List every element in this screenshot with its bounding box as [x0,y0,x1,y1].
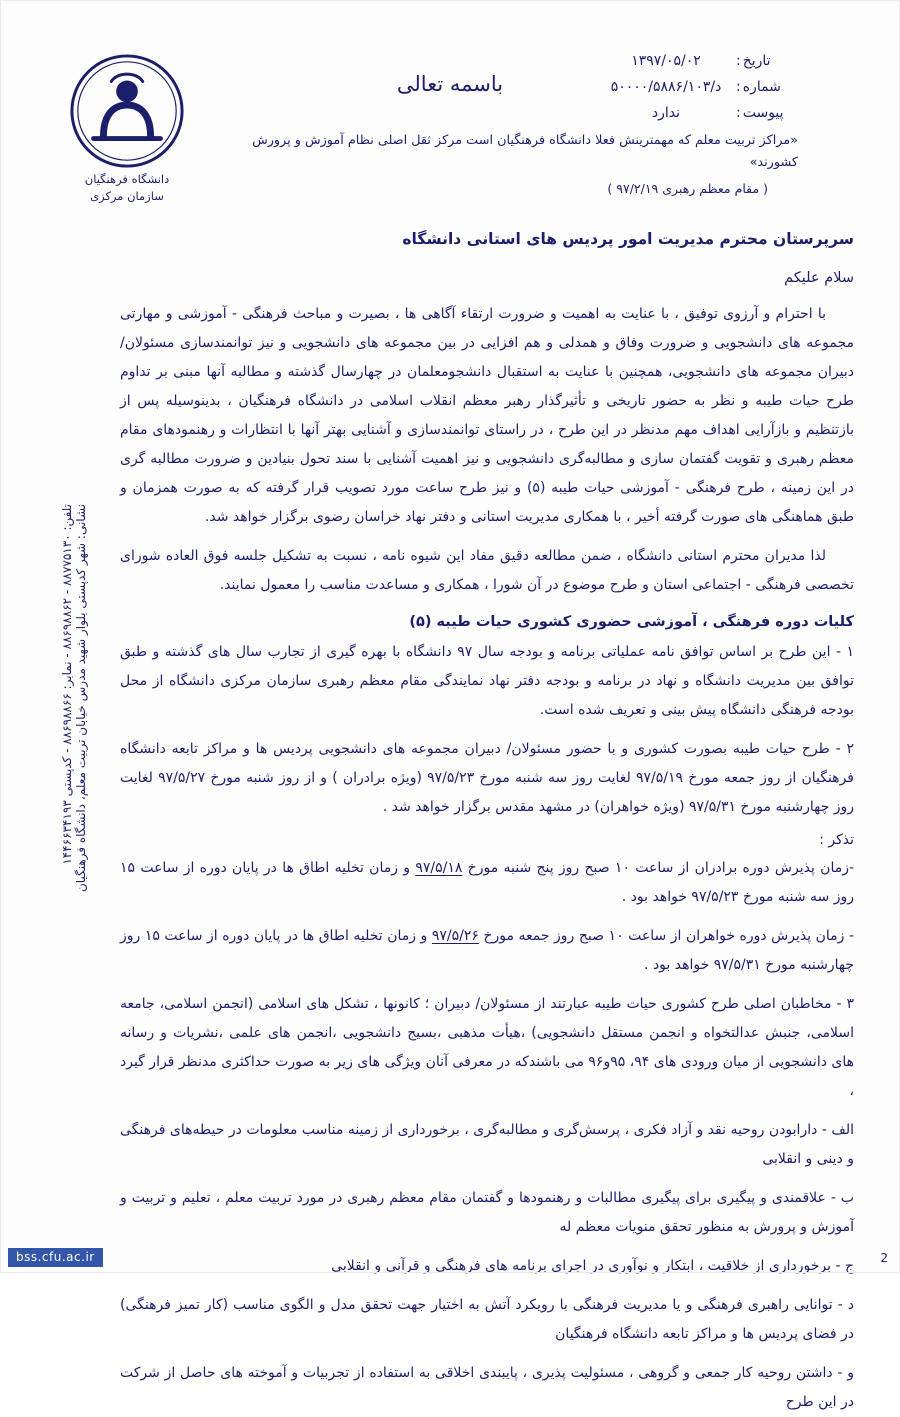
footer-url[interactable]: bss.cfu.ac.ir [8,1248,103,1267]
basmala-text: باسمه تعالی [396,72,504,96]
letter-addressee: سرپرستان محترم مدیریت امور پردیس های استانی دانشگاه [402,230,854,248]
meta-value-attachment: ندارد [651,105,681,121]
university-logo [52,52,202,217]
paragraph-1: با احترام و آرزوی توفیق ، با عنایت به اهمیت و ضرورت ارتقاء آگاهی ها ، بصیرت و مباحث فرهنگی - آموزشی و مهارتی مجموعه های دانشجویی و ضرورت وفاق و همدلی و هم افزایی در بین مجموعه های دانشجویی و نیز توانمندسازی مسئولان/ دبیران مجموعه های دانشجویی، همچنین با عنایت به استقبال دانشجومعلمان در چهارسال گذشته و مطالبه آنها مبنی بر تداوم طرح حیات طیبه و نظر به حضور تاریخی و تأثیرگذار رهبر معظم انقلاب اسلامی در دانشگاه فرهنگیان ، بدینوسیله پس از بازتنظیم و بازآرایی اهداف مهم مدنظر در این طرح ، در راستای توانمندسازی و آشنایی بهتر آنها با انتظارات و رهنمودهای مقام معظم رهبری و تقویت گفتمان سازی و مطالبه‌گری دانشجویی و نیز اهمیت آشنایی با سند تحول بنیادین و ضرورت مطالبه گری در این زمینه ، طرح فرهنگی - آموزشی حیات طیبه (۵) و نیز طرح ساعت مورد تصویب قرار گرفته که به صورت همزمان و طبق هماهنگی های صورت گرفته أخیر ، با همکاری مدیریت استانی و دفتر نهاد خراسان رضوی برگزار خواهد شد. [120,306,854,525]
meta-value-number: د/۵۰۰۰۰/۵۸۸۶/۱۰۳ [610,79,722,95]
meta-value-date: ۱۳۹۷/۰۵/۰۲ [631,53,701,69]
meta-label-attachment: پیوست : [736,100,798,126]
paragraph-2: لذا مدیران محترم استانی دانشگاه ، ضمن مطالعه دقیق مفاد این شیوه نامه ، نسبت به تشکیل جلسه فوق العاده شورای تخصصی فرهنگی - اجتماعی استان و طرح موضوع در آن شورا ، همکاری و مساعدت مناسب را معمول نمایند. [120,548,854,593]
letter-salutation: سلام علیکم [784,270,854,286]
note-1-text-b: و زمان تخلیه اطاق ها در پایان دوره از ساعت ۱۵ روز سه شنبه مورخ ۹۷/۵/۲۳ خواهد بود . [120,860,854,905]
meta-label-number: شماره : [736,74,798,100]
note-label: تذکر : [819,832,854,848]
list-item-3: ۳ - مخاطبان اصلی طرح کشوری حیات طیبه عبارتند از مسئولان/ دبیران ؛ کانونها ، تشکل های اسلامی (انجمن اسلامی، جامعه اسلامی، جنبش عدالتخواه و انجمن مستقل دانشجویی) ،هیأت مذهبی ،بسیج دانشجویی ،انجمن های علمی ،نشریات و رسانه های دانشجویی از میان ورودی های ۹۴، ۹۵و۹۶ می باشندکه در معرفی آنان ویژگی های زیر به صورت حداکثری مدنظر قرار گیرد ، [120,996,855,1099]
leader-quote-text: «مراکز تربیت معلم که مهمترینش فعلا دانشگاه فرهنگیان است مرکز ثقل اصلی نظام آموزش و پرورش کشورند» [252,133,798,170]
page-number: 2 [880,1251,888,1265]
meta-label-date: تاریخ : [736,48,798,74]
note-2-date: ۹۷/۵/۲۶ [431,928,479,944]
note-1-date: ۹۷/۵/۱۸ [415,860,463,876]
letter-body [120,230,855,1410]
note-item-2 [120,922,854,980]
list-item-1: ۱ - این طرح بر اساس توافق نامه عملیاتی برنامه و بودجه سال ۹۷ دانشگاه با بهره گیری از تجارب سال های گذشته و طبق توافق بین مدیریت دانشگاه و نهاد در برنامه و بودجه دفتر نهاد نمایندگی مقام معظم رهبری سازمان مرکزی دانشگاه از محل بودجه فرهنگی دانشگاه پیش بینی و تعریف شده است. [120,644,855,718]
meta-row-attachment [548,100,798,126]
leader-quote [238,130,798,200]
farhangian-logo-icon [68,52,186,170]
side-phone-line: تلفن: ۸۸۷۷۵۱۳۰ - ۸۸۶۹۸۸۶۲ - نمابر: ۸۸۶۹۸۸۶۶ - کدپستی ۱۴۴۶۶۳۴۱۹۳ [60,504,74,865]
note-1-text-a: -زمان پذیرش دوره برادران از ساعت ۱۰ صبح روز پنج شنبه مورخ [467,860,855,876]
list-item-3d: د - توانایی راهبری فرهنگی و یا مدیریت فرهنگی با رویکرد آتش به اختیار جهت تحقق مدل و الگوی مناسب (کار تمیز فرهنگی) در فضای پردیس ها و مراکز تابعه دانشگاه فرهنگیان [120,1297,854,1342]
note-item-1 [120,854,854,912]
logo-caption-line1: دانشگاه فرهنگیان [84,172,170,186]
list-item-3b: ب - علاقمندی و پیگیری برای پیگیری مطالبات و رهنمودها و گفتمان مقام معظم رهبری در مورد تربیت معلم ، تعلیم و تربیت و آموزش و پرورش به منظور تحقق منویات معظم له [120,1190,854,1235]
section-title: کلیات دوره فرهنگی ، آموزشی حضوری کشوری حیات طیبه (۵) [409,614,854,630]
letter-header [46,34,854,224]
list-item-2: ۲ - طرح حیات طیبه بصورت کشوری و با حضور مسئولان/ دبیران مجموعه های دانشجویی پردیس ها و مراکز تابعه دانشگاه فرهنگیان از روز جمعه مورخ ۹۷/۵/۱۹ لغایت روز سه شنبه مورخ ۹۷/۵/۲۳ (ویژه برادران ) و از روز شنبه مورخ ۹۷/۵/۲۷ لغایت روز چهارشنبه مورخ ۹۷/۵/۳۱ (ویژه خواهران) در مشهد مقدس برگزار خواهد شد . [120,741,854,815]
list-item-3e: و - داشتن روحیه کار جمعی و گروهی ، مسئولیت پذیری ، پایبندی اخلاقی به استفاده از تجربیات و آموخته های حاصل از شرکت در این طرح [120,1365,854,1410]
note-2-text-a: - زمان پذیرش دوره خواهران از ساعت ۱۰ صبح روز جمعه مورخ [483,928,855,944]
meta-row-date [548,48,798,74]
address-side-strip [48,504,88,1204]
logo-caption-line2: سازمان مرکزی [90,189,164,203]
leader-quote-source: ( مقام معظم رهبری ۹۷/۲/۱۹ ) [607,181,768,196]
list-item-3a: الف - دارابودن روحیه نقد و آزاد فکری ، پرسش‌گری و مطالبه‌گری ، برخورداری از زمینه مناسب معلومات در حیطه‌های فرهنگی و دینی و انقلابی [120,1122,854,1167]
side-address-line: نشانی: شهر کدپستی بلوار شهید مدرس خیابان تربیت معلم، دانشگاه فرهنگیان [74,504,88,893]
list-item-3c: ج - برخورداری از خلاقیت ، ابتکار و نوآوری در اجرای برنامه های فرهنگی و قرآنی و انقلابی [331,1258,854,1274]
note-2-text-b: و زمان تخلیه اطاق ها در پایان دوره از ساعت ۱۵ روز چهارشنبه مورخ ۹۷/۵/۳۱ خواهد بود . [120,928,854,973]
